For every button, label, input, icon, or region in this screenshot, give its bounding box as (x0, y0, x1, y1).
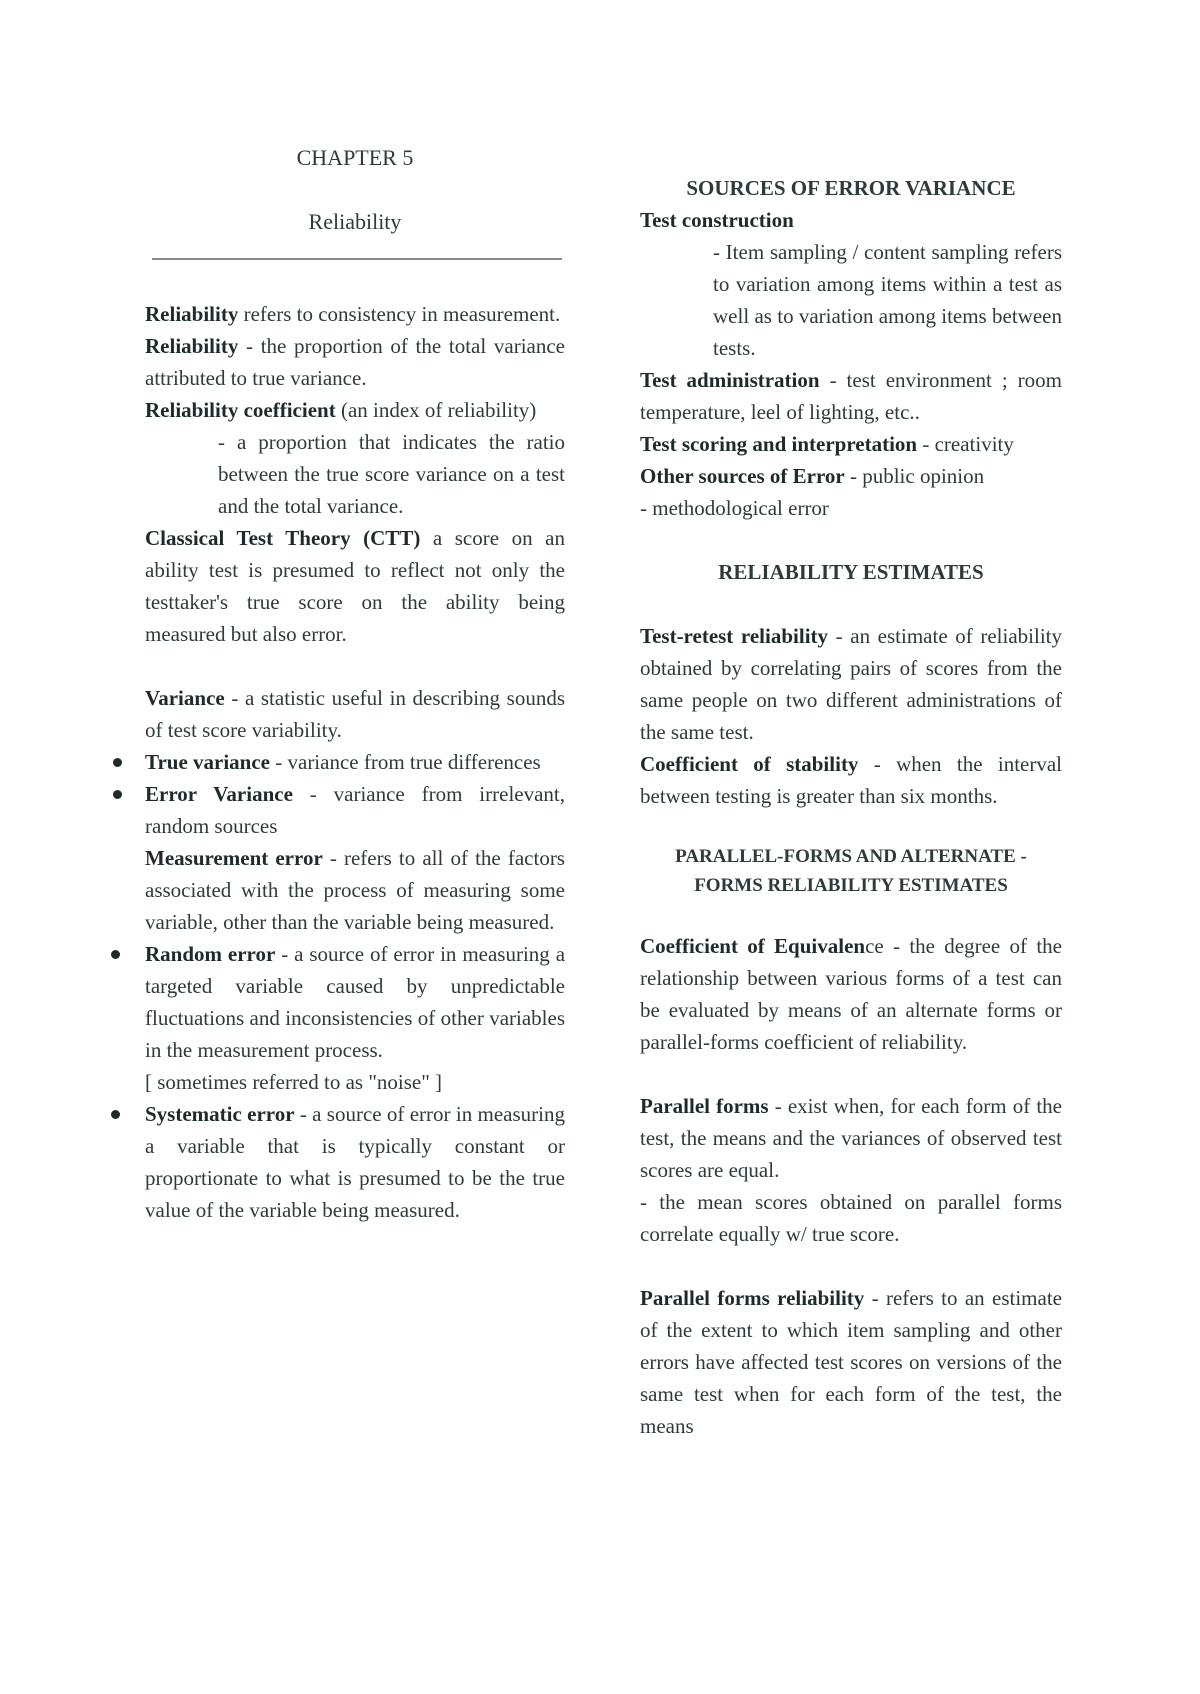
reliability-proportion-definition (145, 330, 565, 394)
definition-text: - refers to an estimate of the extent to which item sampling and other errors have affected test scores on versions of the same test when for each form of the test, the means (640, 1286, 1062, 1438)
variance-definition (145, 682, 565, 746)
coefficient-equivalence-definition (640, 930, 1062, 1058)
term-rest: ce (865, 934, 884, 958)
parallel-forms-reliability-definition (640, 1282, 1062, 1442)
chapter-heading: CHAPTER 5 (296, 145, 414, 170)
right-column (640, 172, 1062, 1442)
term: Parallel forms reliability (640, 1286, 865, 1310)
test-administration-definition (640, 364, 1062, 428)
parallel-forms-heading-line2: FORMS RELIABILITY ESTIMATES (694, 875, 1008, 896)
term: Test administration (640, 368, 820, 392)
term: Measurement error (145, 846, 323, 870)
term: Systematic error (145, 1102, 295, 1126)
left-column (145, 142, 565, 1226)
ctt-definition (145, 522, 565, 650)
definition-text: - the degree of the relationship between various forms of a test can be evaluated by means of an alternate forms or parallel-forms coefficient of reliability. (640, 934, 1062, 1054)
definition-text: - creativity (917, 432, 1014, 456)
definition-text: - the proportion of the total variance attributed to true variance. (145, 334, 565, 390)
definition-text: - a statistic useful in describing sounds of test score variability. (145, 686, 565, 742)
term: Other sources of Error (640, 464, 845, 488)
title-divider (152, 258, 562, 260)
other-sources-definition (640, 460, 1062, 492)
definition-text: - when the interval between testing is greater than six months. (640, 752, 1062, 808)
term: Variance (145, 686, 225, 710)
term: Classical Test Theory (CTT) (145, 526, 421, 550)
list-item (145, 1098, 565, 1226)
definition-text: - an estimate of reliability obtained by correlating pairs of scores from the same people on two different administrations of the same test. (640, 624, 1062, 744)
term: Parallel forms (640, 1094, 769, 1118)
chapter-subtitle: Reliability (308, 209, 402, 234)
definition-text: - a source of error in measuring a targeted variable caused by unpredictable fluctuations and inconsistencies of other variables in the measurement process. (145, 942, 566, 1062)
term: Reliability (145, 302, 239, 326)
definition-text: refers to consistency in measurement. (238, 302, 561, 326)
parallel-forms-definition (640, 1090, 1062, 1186)
term: Coefficient of Equivalen (640, 934, 866, 958)
list-item (145, 938, 565, 1066)
definition-text: - variance from irrelevant, random sources (145, 782, 565, 838)
measurement-error-definition (145, 842, 565, 938)
definition-text: a score on an ability test is presumed to reflect not only the testtaker's true score on the ability being measured but also error. (145, 526, 565, 646)
term: Test scoring and interpretation (640, 432, 918, 456)
definition-text: (an index of reliability) (335, 398, 537, 422)
item-sampling-text: - Item sampling / content sampling refers to variation among items within a test as well as to variation among items between tests. (713, 240, 1062, 360)
parallel-forms-subtext: - the mean scores obtained on parallel forms correlate equally w/ true score. (640, 1190, 1062, 1246)
reliability-definition (145, 298, 565, 330)
coefficient-stability-definition (640, 748, 1062, 812)
sources-heading: SOURCES OF ERROR VARIANCE (686, 176, 1016, 200)
test-scoring-definition (640, 428, 1062, 460)
definition-text: - test environment ; room temperature, leel of lighting, etc.. (640, 368, 1062, 424)
noise-note: [ sometimes referred to as "noise" ] (145, 1070, 443, 1094)
methodological-error-text: - methodological error (640, 496, 829, 520)
term: Reliability (145, 334, 239, 358)
test-construction-term: Test construction (640, 208, 794, 232)
reliability-coefficient-definition (145, 394, 565, 426)
list-item (145, 746, 565, 778)
term: Coefficient of stability (640, 752, 859, 776)
definition-text: - refers to all of the factors associated with the process of measuring some variable, other than the variable being measured. (145, 846, 565, 934)
reliability-coefficient-subtext: - a proportion that indicates the ratio between the true score variance on a test and the total variance. (218, 430, 565, 518)
term: True variance (145, 750, 270, 774)
systematic-error-list (145, 1098, 565, 1226)
test-retest-definition (640, 620, 1062, 748)
term: Error Variance (145, 782, 293, 806)
list-item (145, 778, 565, 842)
variance-bullet-list (145, 746, 565, 842)
term: Reliability coefficient (145, 398, 336, 422)
definition-text: - a source of error in measuring a variable that is typically constant or proportionate to what is presumed to be the true value of the variable being measured. (145, 1102, 565, 1222)
term: Random error (145, 942, 276, 966)
parallel-forms-heading-line1: PARALLEL-FORMS AND ALTERNATE - (675, 846, 1027, 867)
reliability-estimates-heading: RELIABILITY ESTIMATES (718, 560, 984, 584)
definition-text: - public opinion (844, 464, 985, 488)
definition-text: - variance from true differences (270, 750, 541, 774)
definition-text: - exist when, for each form of the test, the means and the variances of observed test scores are equal. (640, 1094, 1063, 1182)
term: Test-retest reliability (640, 624, 829, 648)
random-error-list (145, 938, 565, 1066)
